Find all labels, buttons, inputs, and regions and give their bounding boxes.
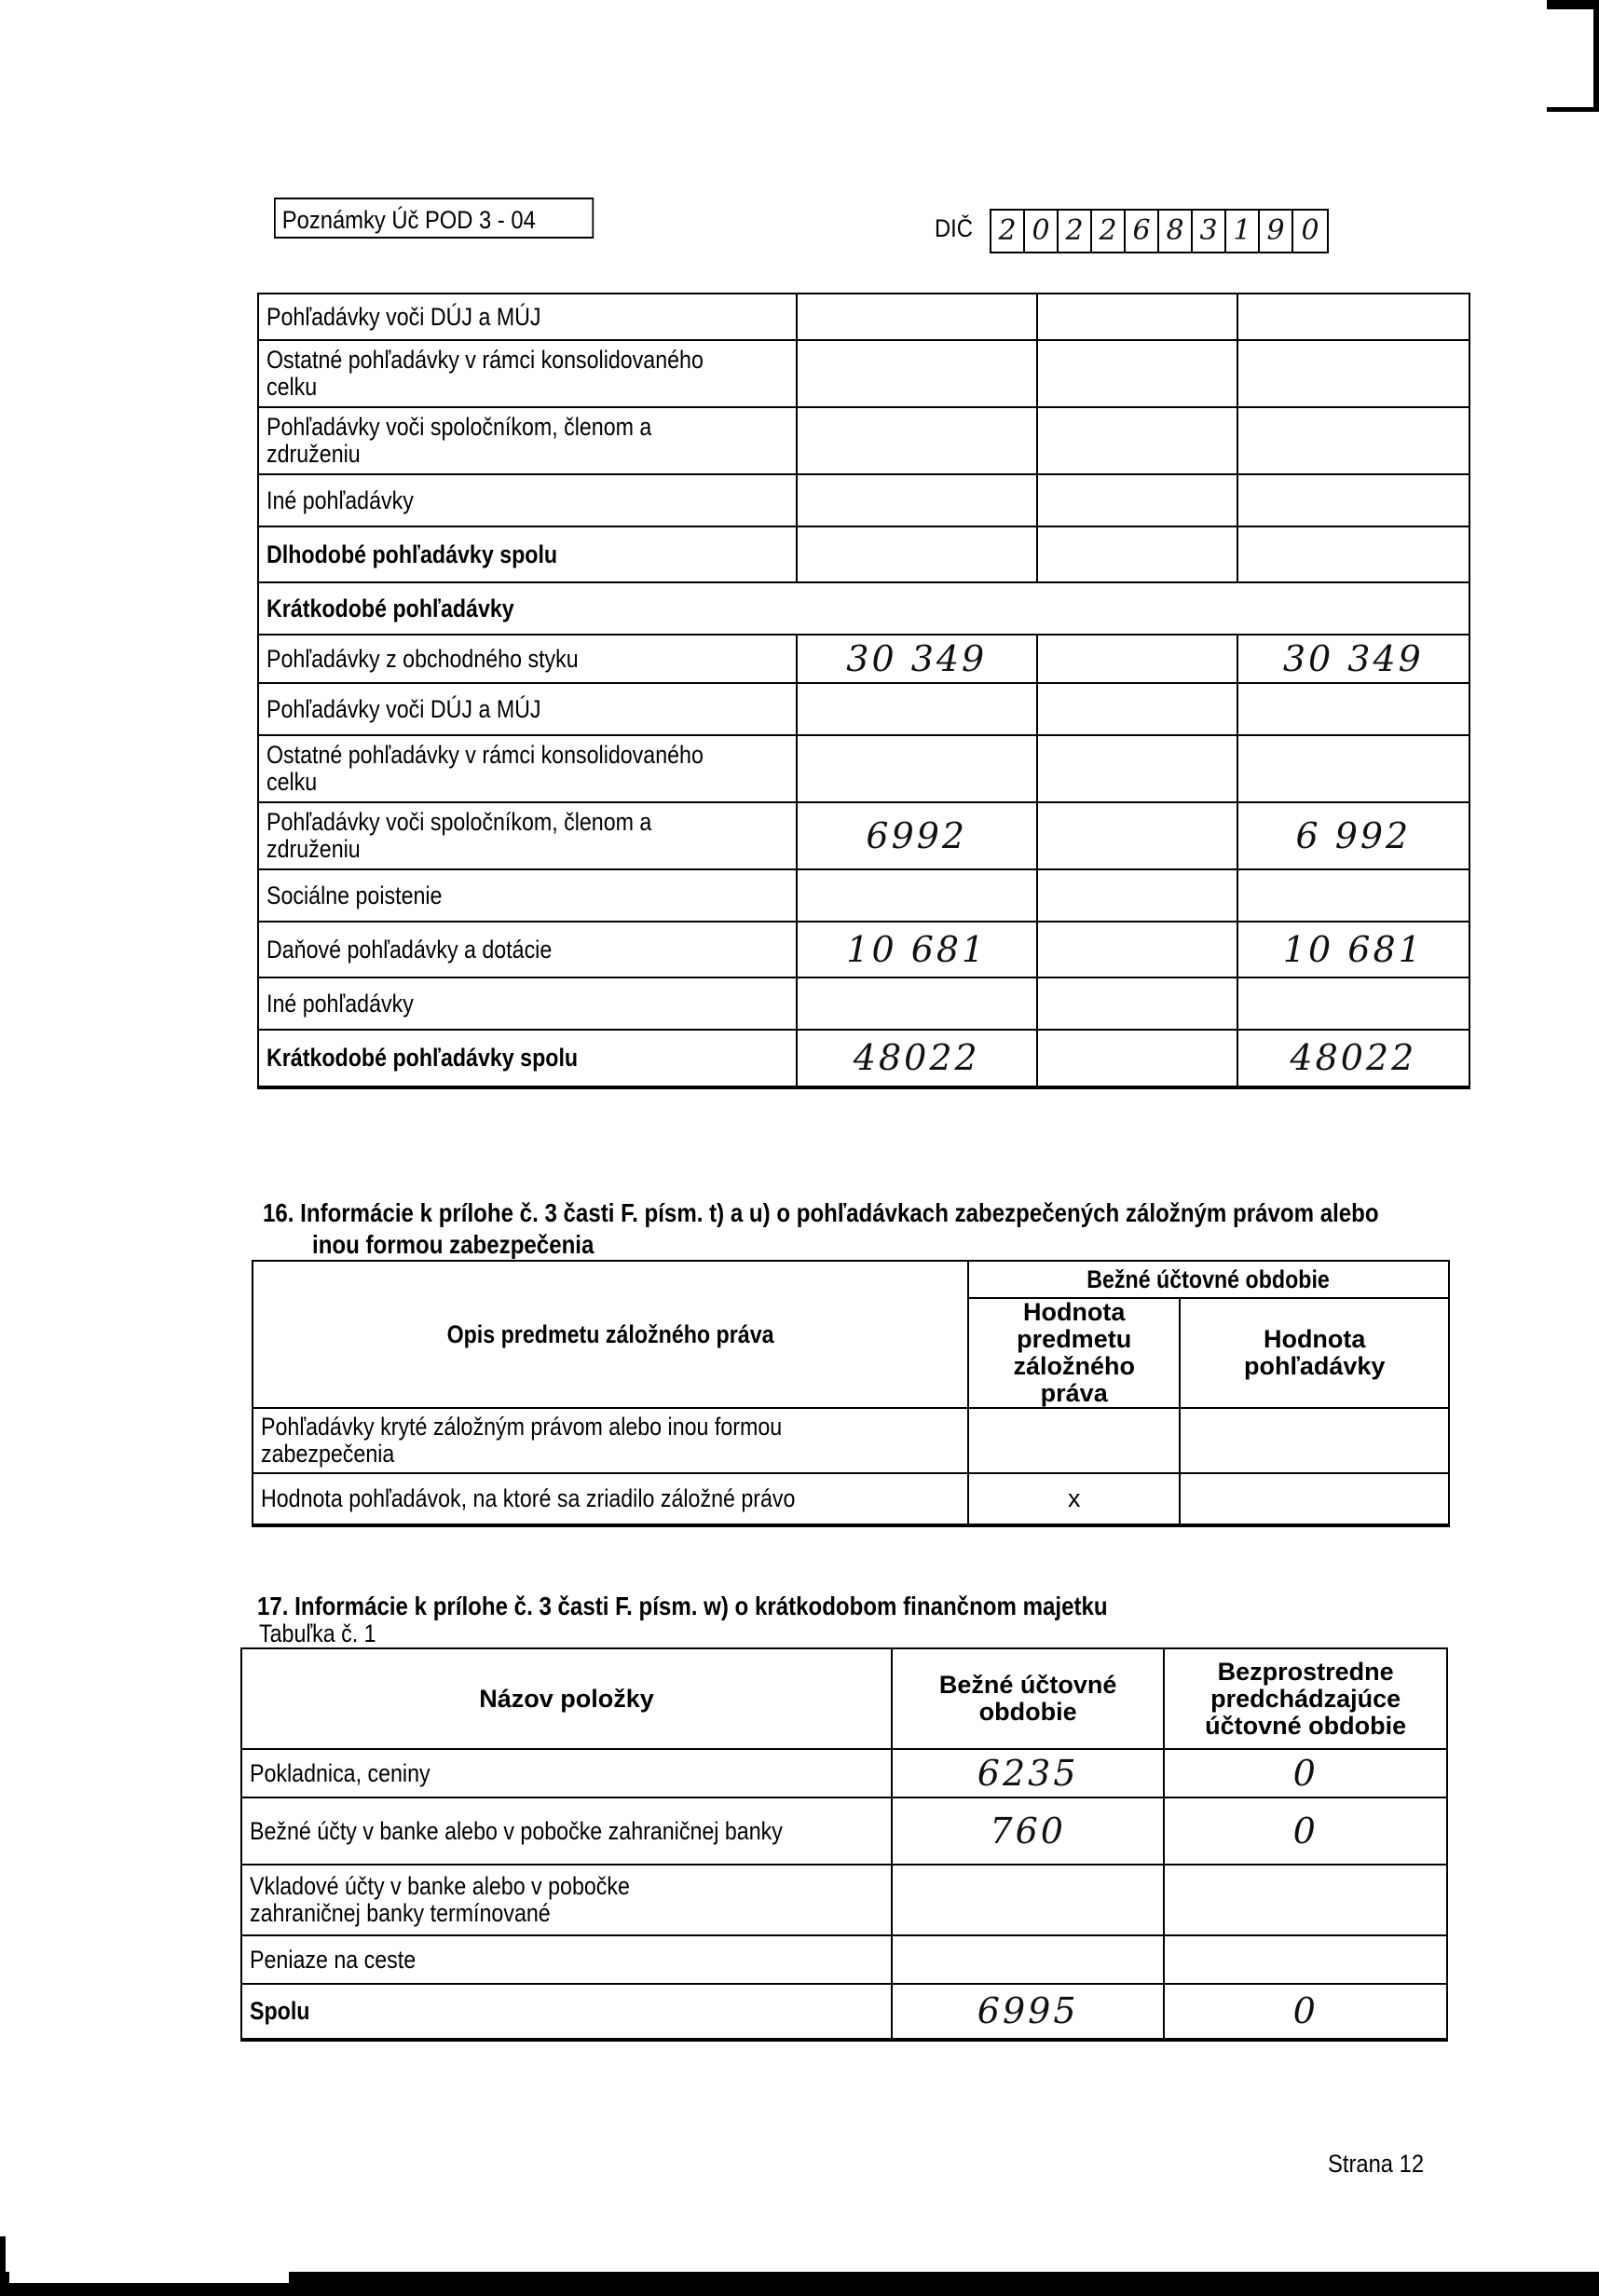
cell (1164, 1865, 1447, 1935)
section-16-title-line2: inou formou zabezpečenia (312, 1230, 594, 1259)
cell (1237, 977, 1469, 1030)
row-label: Vkladové účty v banke alebo v pobočke zahraničnej banky termínované (250, 1872, 630, 1927)
cell (797, 294, 1037, 340)
row-label: Dlhodobé pohľadávky spolu (266, 540, 558, 568)
cell (1037, 294, 1237, 340)
cell: x (968, 1473, 1180, 1525)
cell (892, 1865, 1164, 1935)
cell (1237, 869, 1469, 922)
cell (1037, 802, 1237, 869)
cell (1037, 340, 1237, 407)
cell (1237, 735, 1469, 802)
section-17-subtitle: Tabuľka č. 1 (259, 1620, 376, 1647)
cell (1037, 683, 1237, 735)
form-label: Poznámky Úč POD 3 - 04 (274, 198, 594, 239)
cell: 6992 (797, 802, 1037, 869)
cell (1164, 1935, 1447, 1984)
row-label: Krátkodobé pohľadávky spolu (266, 1044, 579, 1072)
cell (1037, 977, 1237, 1030)
column-header-current: Bežné účtovné obdobie (892, 1648, 1164, 1749)
section-17-title: 17. Informácie k prílohe č. 3 časti F. písm. w) o krátkodobom finančnom majetku (257, 1592, 1108, 1620)
row-label: Daňové pohľadávky a dotácie (266, 935, 553, 964)
cell: 48022 (1237, 1030, 1469, 1087)
cell: 10 681 (1237, 922, 1469, 977)
dic-digit: 8 (1159, 211, 1193, 252)
table-row (258, 735, 1469, 802)
row-label: Peniaze na ceste (250, 1945, 417, 1974)
row-label: Iné pohľadávky (266, 989, 414, 1018)
page-number: Strana 12 (1328, 2150, 1425, 2178)
cell: 0 (1164, 1749, 1447, 1797)
row-label: Sociálne poistenie (266, 881, 443, 909)
pledge-table (252, 1260, 1450, 1527)
column-header-item: Názov položky (241, 1648, 892, 1749)
cell: 0 (1164, 1984, 1447, 2040)
row-label: Pohľadávky kryté záložným právom alebo inou formou zabezpečenia (261, 1413, 783, 1468)
cell (1037, 735, 1237, 802)
table-row (258, 635, 1469, 683)
cell: 6 992 (1237, 802, 1469, 869)
row-label: Ostatné pohľadávky v rámci konsolidovaného celku (266, 741, 704, 796)
cell (1037, 869, 1237, 922)
table-row (241, 1749, 1447, 1797)
table-section-header (258, 582, 1469, 635)
cell (1037, 922, 1237, 977)
cell (797, 735, 1037, 802)
row-label: Hodnota pohľadávok, na ktoré sa zriadilo záložné právo (261, 1484, 796, 1512)
cell (1037, 1030, 1237, 1087)
cell: 760 (892, 1797, 1164, 1865)
cell (797, 869, 1037, 922)
row-label: Pohľadávky voči spoločníkom, členom a združeniu (266, 413, 652, 468)
section-label: Krátkodobé pohľadávky (266, 594, 514, 622)
row-label: Ostatné pohľadávky v rámci konsolidovaného celku (266, 346, 704, 401)
row-label: Pohľadávky voči DÚJ a MÚJ (266, 694, 541, 723)
cell (968, 1408, 1180, 1473)
row-label: Iné pohľadávky (266, 485, 414, 514)
scan-edge-top-right (1547, 0, 1599, 112)
cell (1037, 407, 1237, 474)
cell (1237, 474, 1469, 526)
table-row (258, 407, 1469, 474)
receivables-table (257, 293, 1470, 1089)
column-header-description: Opis predmetu záložného práva (446, 1319, 774, 1348)
table-row (258, 294, 1469, 340)
column-header-previous: Bezprostredne predchádzajúce účtovné obdobie (1164, 1648, 1447, 1749)
scan-edge-left (0, 2236, 6, 2296)
cell: 10 681 (797, 922, 1037, 977)
cell (1237, 340, 1469, 407)
cell (1237, 526, 1469, 582)
cell: 30 349 (1237, 635, 1469, 683)
cell: 6235 (892, 1749, 1164, 1797)
cell (797, 977, 1037, 1030)
table-row (241, 1865, 1447, 1935)
cell (1037, 635, 1237, 683)
cell (1037, 526, 1237, 582)
cell: 0 (1164, 1797, 1447, 1865)
dic-digit: 0 (1301, 214, 1319, 247)
table-row (241, 1935, 1447, 1984)
cell (797, 407, 1037, 474)
table-row (258, 922, 1469, 977)
cell (797, 526, 1037, 582)
cell: 48022 (797, 1030, 1037, 1087)
dic-digit: 1 (1226, 211, 1260, 252)
dic-digit: 0 (1025, 211, 1059, 252)
cell (1237, 407, 1469, 474)
cell (1037, 474, 1237, 526)
cell (797, 683, 1037, 735)
cell (1237, 683, 1469, 735)
table-row (253, 1473, 1449, 1525)
row-label: Pohľadávky voči DÚJ a MÚJ (266, 302, 541, 331)
column-group-header: Bežné účtovné obdobie (1086, 1264, 1331, 1293)
cell: 30 349 (797, 635, 1037, 683)
dic-digit: 6 (1126, 211, 1159, 252)
table-row (258, 474, 1469, 526)
table-row (241, 1797, 1447, 1865)
row-label: Pohľadávky z obchodného styku (266, 644, 579, 673)
table-row (258, 526, 1469, 582)
scan-edge-bottom (0, 2272, 1599, 2296)
table-row (253, 1408, 1449, 1473)
dic-label: DIČ (935, 214, 973, 242)
cell (1180, 1408, 1449, 1473)
dic-field (990, 209, 1329, 253)
table-row (258, 869, 1469, 922)
dic-digit: 3 (1193, 211, 1226, 252)
table-row (258, 802, 1469, 869)
dic-digit: 2 (1092, 211, 1126, 252)
dic-digit: 2 (1059, 211, 1092, 252)
row-label: Pokladnica, ceniny (250, 1758, 430, 1787)
row-label: Pohľadávky voči spoločníkom, členom a združeniu (266, 808, 652, 863)
cell (1180, 1473, 1449, 1525)
column-header-pledge-value: Hodnota predmetu záložného práva (968, 1298, 1180, 1408)
row-label: Spolu (250, 1997, 310, 2025)
dic-digit: 2 (991, 211, 1025, 252)
cell (797, 340, 1037, 407)
cell (797, 474, 1037, 526)
table-row (258, 340, 1469, 407)
table-row (241, 1984, 1447, 2040)
cell (892, 1935, 1164, 1984)
dic-digit: 9 (1260, 211, 1293, 252)
table-row (258, 977, 1469, 1030)
table-row (258, 683, 1469, 735)
table-row (258, 1030, 1469, 1087)
row-label: Bežné účty v banke alebo v pobočke zahraničnej banky (250, 1816, 783, 1845)
section-16-title-line1: 16. Informácie k prílohe č. 3 časti F. písm. t) a u) o pohľadávkach zabezpečených záložným právom alebo (263, 1198, 1379, 1227)
financial-assets-table (240, 1647, 1448, 2042)
cell: 6995 (892, 1984, 1164, 2040)
cell (1237, 294, 1469, 340)
column-header-receivable-value: Hodnota pohľadávky (1180, 1298, 1449, 1408)
